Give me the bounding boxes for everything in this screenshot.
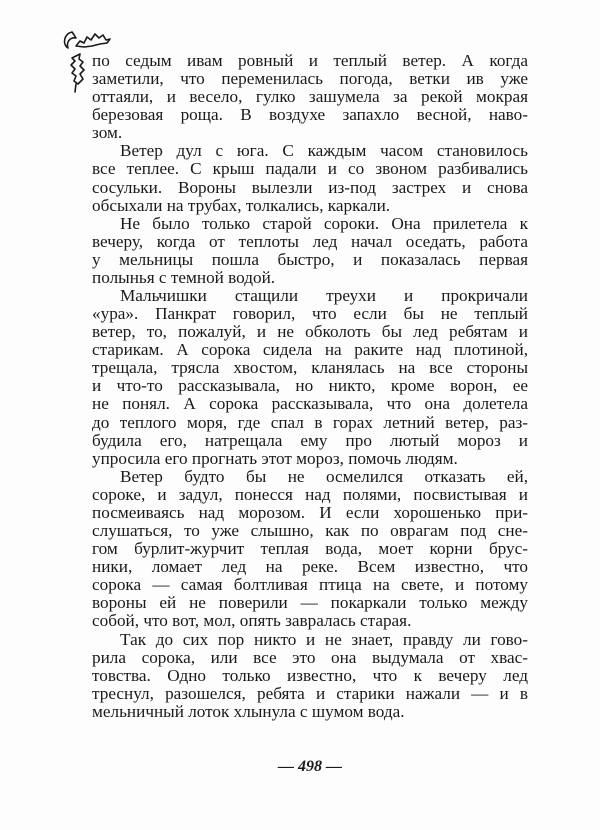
paragraph-5 bbox=[92, 468, 528, 631]
text-line: трещала, трясла хвостом, кланялась на все стороны bbox=[92, 358, 528, 378]
text-line: посмеиваясь над морозом. И если хорошенько при- bbox=[92, 502, 528, 522]
body-text bbox=[92, 52, 528, 721]
text-line: Мальчишки стащили треухи и прокричали bbox=[120, 286, 528, 306]
text-line: ветер, то, пожалуй, и не обколоть бы лед ребятам и bbox=[92, 322, 528, 342]
text-line: старикам. А сорока сидела на раките над плотиной, bbox=[92, 340, 528, 360]
text-line: собой, что вот, мол, опять завралась старая. bbox=[92, 611, 412, 631]
text-line: гом бурлит-журчит теплая вода, моет корни брус- bbox=[92, 539, 528, 559]
paragraph-3 bbox=[92, 215, 528, 287]
text-line: зом. bbox=[92, 123, 123, 143]
text-line: сосульки. Вороны вылезли из-под застрех и снова bbox=[92, 177, 528, 197]
text-line: рила сорока, или все это она выдумала от хвас- bbox=[92, 647, 528, 667]
text-line: товства. Одно только известно, что к вечеру лед bbox=[92, 665, 528, 685]
text-line: Так до сих пор никто и не знает, правду ли гово- bbox=[120, 629, 528, 649]
text-line: мельничный лоток хлынула с шумом вода. bbox=[92, 701, 405, 721]
text-line: до теплого моря, где спал в горах летний ветер, раз- bbox=[92, 412, 528, 432]
text-line: сороке, и задул, понесся над полями, посвистывая и bbox=[92, 484, 528, 504]
page-number: — 498 — bbox=[278, 758, 342, 775]
text-line: будила его, натрещала ему про лютый мороз и bbox=[92, 430, 528, 450]
paragraph-6 bbox=[92, 631, 528, 721]
text-line: Не было только старой сороки. Она прилетела к bbox=[120, 213, 528, 233]
text-line: вороны ей не поверили — покаркали только между bbox=[92, 593, 528, 613]
text-line: вечеру, когда от теплоты лед начал оседать, работа bbox=[92, 231, 528, 251]
text-line: сорока — самая болтливая птица на свете, и потому bbox=[92, 575, 528, 595]
text-line: не понял. А сорока рассказывала, что она долетела bbox=[92, 394, 528, 414]
text-line: оттаяли, и весело, гулко зашумела за рекой мокрая bbox=[92, 87, 528, 107]
text-line: обсыхали на трубах, толкались, каркали. bbox=[92, 195, 391, 215]
text-line: Ветер будто бы не осмелился отказать ей, bbox=[120, 466, 528, 486]
text-line: полынья с темной водой. bbox=[92, 267, 276, 287]
text-line: все теплее. С крыш падали и со звоном разбивались bbox=[92, 159, 528, 179]
paragraph-2 bbox=[92, 142, 528, 214]
text-line: березовая роща. В воздухе запахло весной, наво- bbox=[92, 105, 528, 125]
text-line: слушаться, то уже слышно, как по оврагам под сне- bbox=[92, 521, 528, 541]
text-line: Ветер дул с юга. С каждым часом становилось bbox=[120, 141, 528, 161]
text-line: «ура». Панкрат говорил, что если бы не теплый bbox=[92, 304, 528, 324]
text-line: заметили, что переменилась погода, ветки ив уже bbox=[92, 69, 528, 89]
text-line: по седым ивам ровный и теплый ветер. А когда bbox=[92, 51, 528, 70]
paragraph-1 bbox=[92, 52, 528, 142]
text-line: ники, ломает лед на реке. Всем известно, что bbox=[92, 557, 528, 577]
text-line: у мельницы пошла быстро, и показалась первая bbox=[92, 249, 528, 269]
paragraph-4 bbox=[92, 287, 528, 468]
text-line: и что-то рассказывала, но никто, кроме ворон, ее bbox=[92, 376, 528, 396]
text-line: треснул, разошелся, ребята и старики нажали — и в bbox=[92, 683, 528, 703]
text-line: упросила его прогнать этот мороз, помочь людям. bbox=[92, 448, 458, 468]
